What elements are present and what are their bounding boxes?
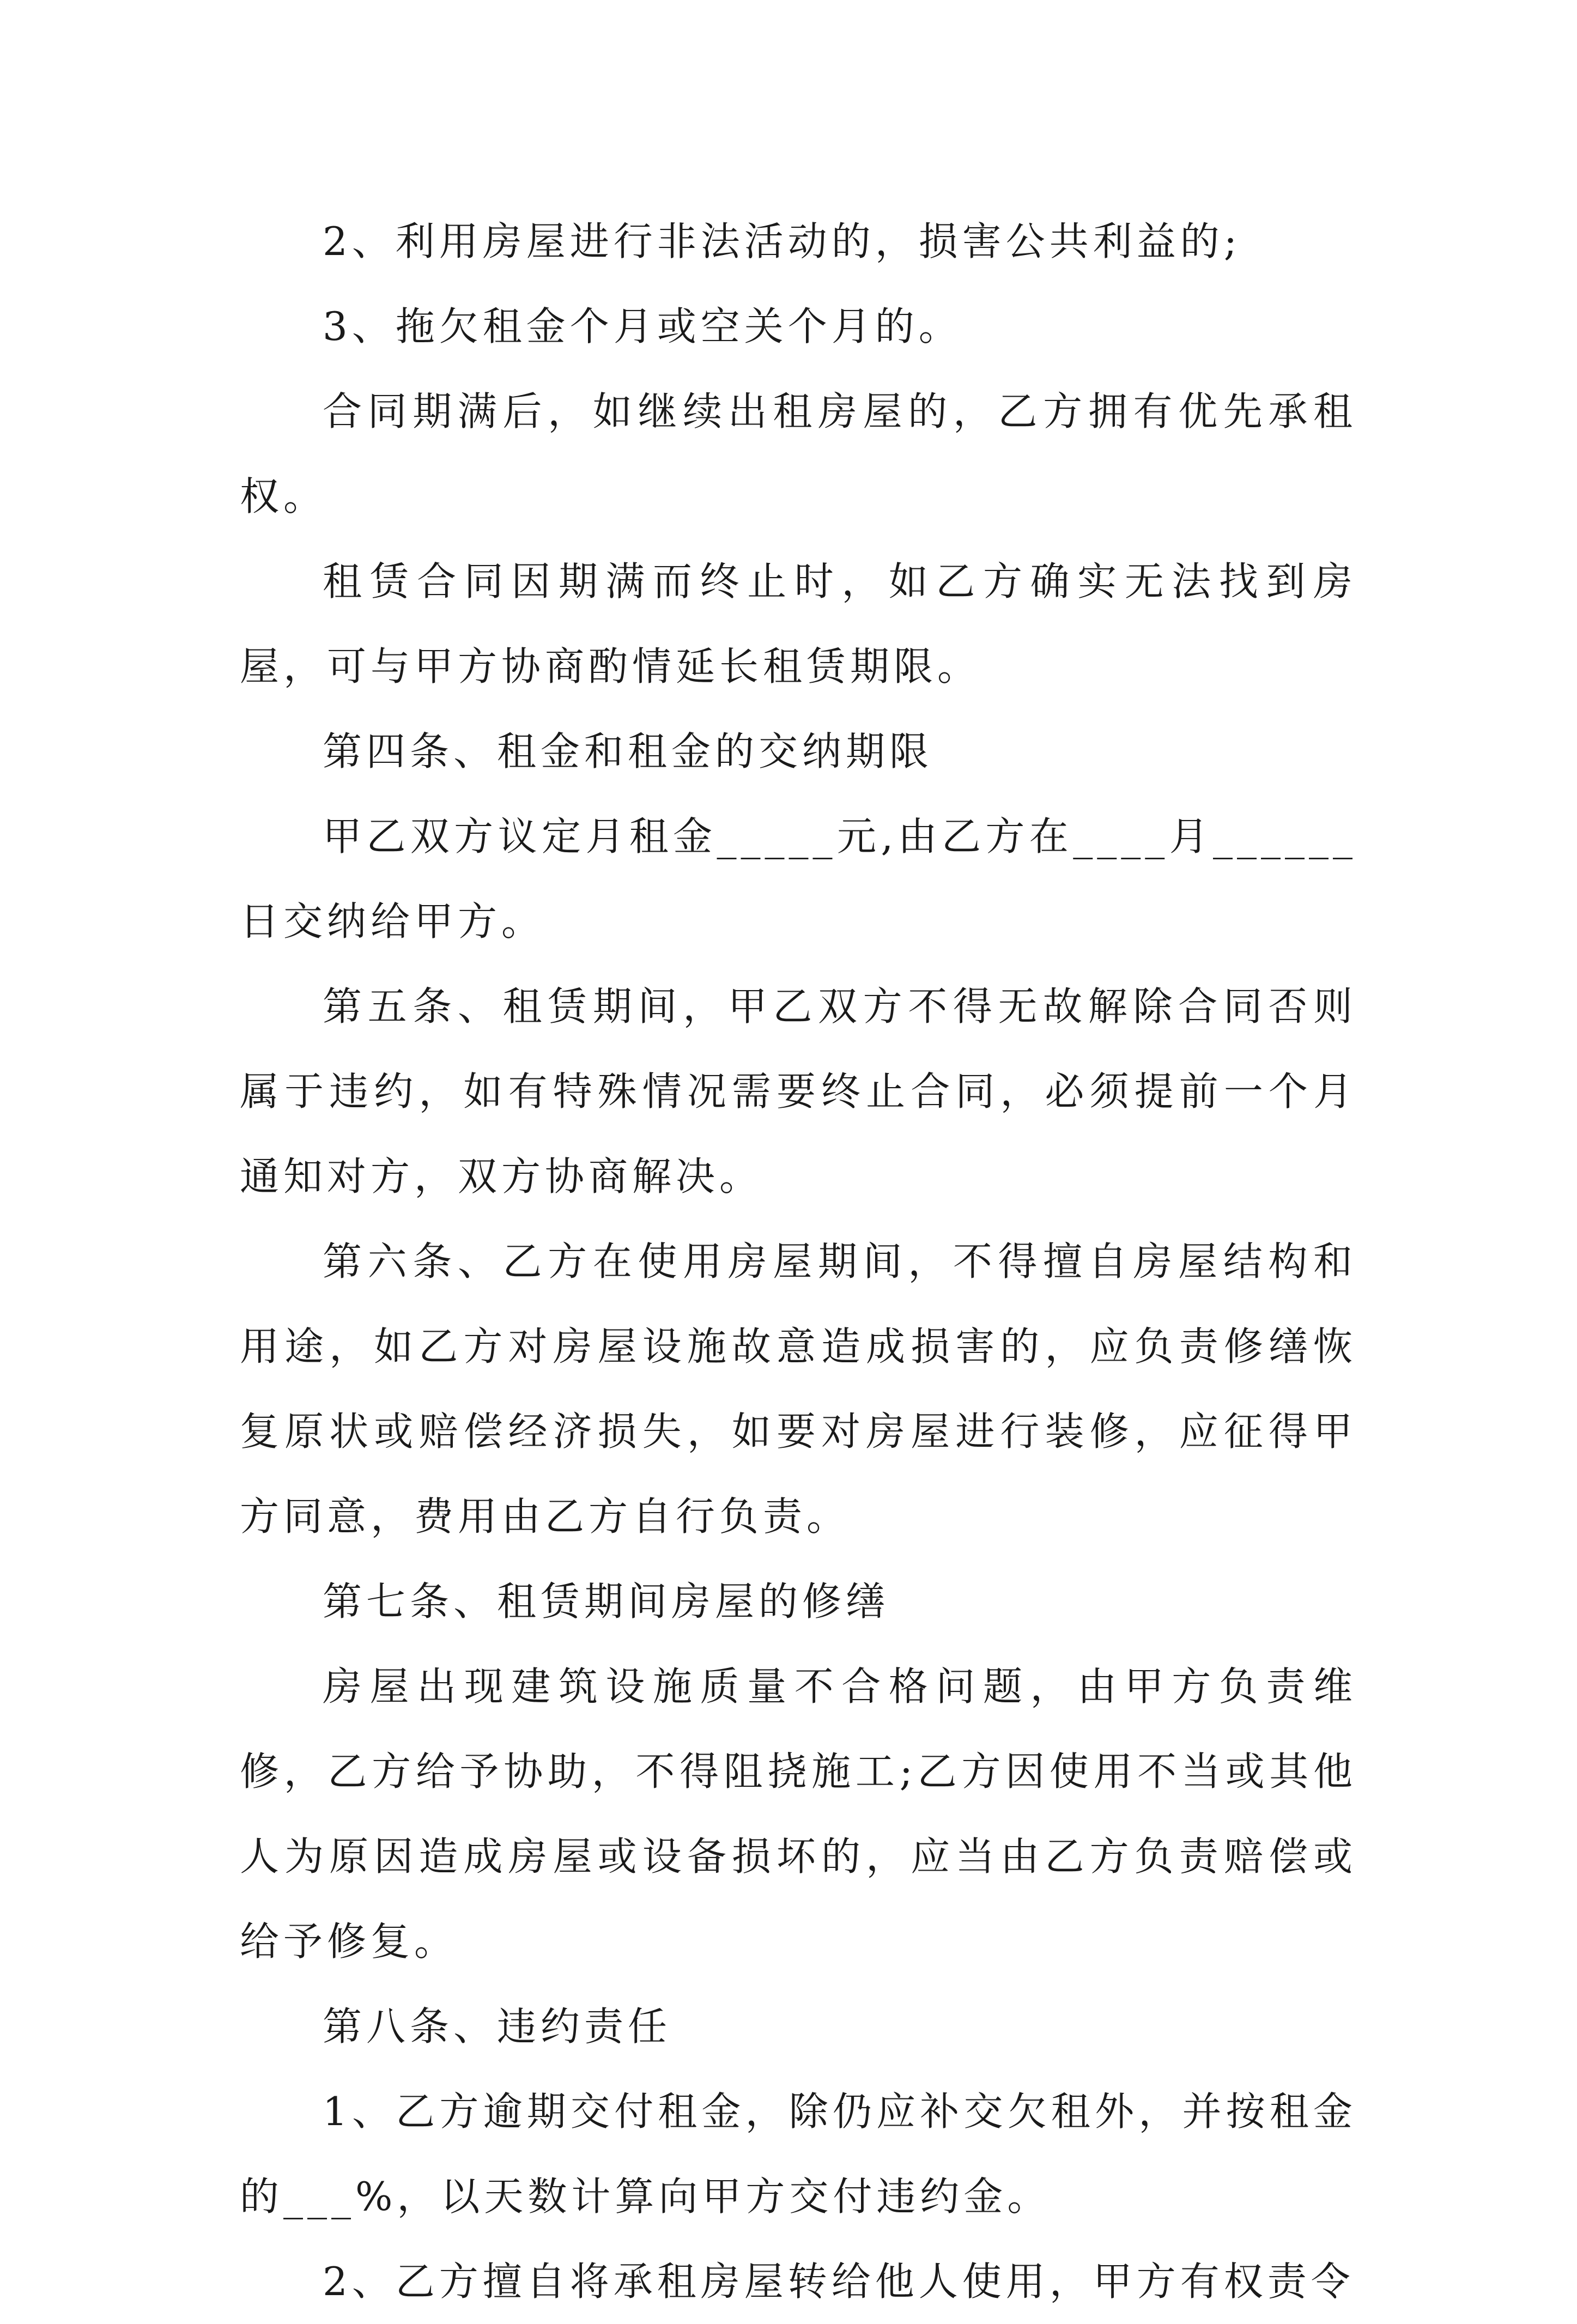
- paragraph-article-5: 第五条、租赁期间，甲乙双方不得无故解除合同否则属于违约，如有特殊情况需要终止合同，必须提前一个月通知对方，双方协商解决。: [240, 984, 1357, 1199]
- paragraph-sublet: 2、乙方擅自将承租房屋转给他人使用，甲方有权责令: [323, 2259, 1355, 2304]
- paragraph-clause-3: 3、拖欠租金个月或空关个月的。: [323, 304, 962, 349]
- paragraph-rent-amount: 甲乙双方议定月租金_____元,由乙方在____月______日交纳给甲方。: [240, 814, 1357, 944]
- paragraph-repairs: 房屋出现建筑设施质量不合格问题，由甲方负责维修，乙方给予协助，不得阻挠施工;乙方因使用不当或其他人为原因造成房屋或设备损坏的，应当由乙方负责赔偿或给予修复。: [240, 1664, 1357, 1964]
- heading-article-7: 第七条、租赁期间房屋的修缮: [323, 1579, 890, 1624]
- paragraph-article-6: 第六条、乙方在使用房屋期间，不得擅自房屋结构和用途，如乙方对房屋设施故意造成损害的，应负责修缮恢复原状或赔偿经济损失，如要对房屋进行装修，应征得甲方同意，费用由乙方自行负责。: [240, 1239, 1357, 1539]
- paragraph-renewal-priority: 合同期满后，如继续出租房屋的，乙方拥有优先承租权。: [240, 389, 1357, 519]
- paragraph-clause-2: 2、利用房屋进行非法活动的，损害公共利益的;: [323, 219, 1242, 264]
- heading-article-8: 第八条、违约责任: [323, 2004, 672, 2049]
- paragraph-late-payment: 1、乙方逾期交付租金，除仍应补交欠租外，并按租金的___%，以天数计算向甲方交付违约金。: [240, 2089, 1357, 2219]
- document-body: [240, 199, 1357, 2324]
- paragraph-extension: 租赁合同因期满而终止时，如乙方确实无法找到房屋，可与甲方协商酌情延长租赁期限。: [240, 559, 1357, 689]
- heading-article-4: 第四条、租金和租金的交纳期限: [323, 729, 933, 774]
